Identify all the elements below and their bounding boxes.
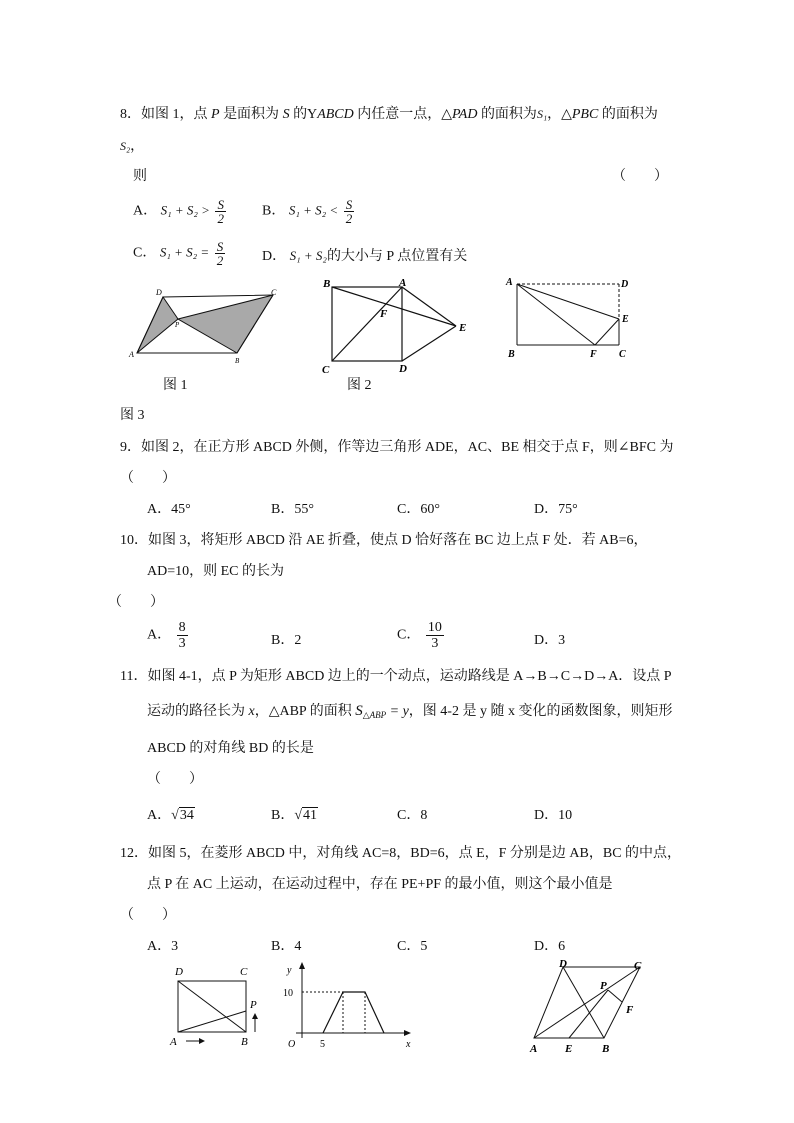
fig41-segment-ap <box>178 1011 246 1032</box>
fig1-label-d: D <box>156 288 162 297</box>
fig42-label-10: 10 <box>283 988 293 999</box>
option-expr: S₁ + S₂ = <box>159 244 210 260</box>
q11-text: 运动的路径长为 <box>147 704 245 719</box>
radicand: 34 <box>179 808 194 823</box>
fig5-label-p: P <box>600 980 607 992</box>
fig42-y-arrow-icon <box>299 962 305 969</box>
fig5-label-b: B <box>602 1043 610 1055</box>
q8-text: ， <box>547 107 562 122</box>
option-expr: S₁ + S₂ < <box>288 202 339 218</box>
q9-answer-paren: （ ） <box>120 471 176 486</box>
fig5-label-d: D <box>559 958 567 970</box>
fig41-label-d: D <box>175 966 183 978</box>
fig42-label-x: x <box>406 1039 411 1050</box>
q9-option-b: B．55° <box>271 502 314 517</box>
q10-option-d: D．3 <box>534 633 566 648</box>
fig2-label-b: B <box>323 278 331 290</box>
q8-text: 的面积为 <box>598 107 658 122</box>
fig41-diagonal-db <box>178 981 246 1032</box>
fig2-label-c: C <box>322 364 330 376</box>
fig2-segment-be <box>332 287 456 326</box>
fig3-label-d: D <box>621 279 629 290</box>
option-expr: S₁ + S₂ <box>289 248 327 263</box>
fig41-label-c: C <box>240 966 248 978</box>
q11-var-x: x <box>248 704 255 719</box>
option-label: B． <box>262 203 286 219</box>
q11-line1: 11．如图 4-1，点 P 为矩形 ABCD 边上的一个动点，运动路线是 A→B→C→D→A．设点 P <box>120 669 672 684</box>
q12-option-d: D．6 <box>534 939 566 954</box>
option-expr: S₁ + S₂ > <box>160 202 210 218</box>
q8-ze: 则 <box>133 169 147 184</box>
frac-num: S <box>216 239 224 254</box>
q12-option-a: A．3 <box>147 939 179 954</box>
fig42-label-o: O <box>288 1039 296 1050</box>
q11-equals-y: = y <box>386 704 409 719</box>
fig41-label-b: B <box>241 1036 248 1048</box>
fig5-label-f: F <box>626 1004 634 1016</box>
fig1-label-b: B <box>235 357 240 365</box>
fig3-label-a: A <box>506 277 513 288</box>
q8-number: 8． <box>120 107 141 122</box>
fig3-segment-ae <box>517 284 619 319</box>
fig3-segment-af <box>517 284 595 345</box>
fig2-label-a: A <box>399 277 407 289</box>
q8-text: 是面积为 <box>219 107 283 122</box>
figure-3 <box>505 275 645 365</box>
frac-num: 10 <box>427 620 442 635</box>
fraction <box>215 240 226 267</box>
q11-line2 <box>147 700 672 721</box>
fig42-x-arrow-icon <box>404 1030 411 1036</box>
fig41-arrow-up-icon <box>252 1013 258 1019</box>
q10-option-b: B．2 <box>271 633 302 648</box>
q8-var-s: S <box>282 107 290 122</box>
option-label: A． <box>147 808 172 823</box>
q8-option-b <box>262 198 356 225</box>
option-label: C． <box>397 627 421 643</box>
q10-line1: 10．如图 3，将矩形 ABCD 沿 AE 折叠，使点 D 恰好落在 BC 边上点 F 处．若 AB=6， <box>120 533 648 548</box>
q8-var-p: P <box>211 107 220 122</box>
q8-line2 <box>120 135 144 155</box>
q11-line3: ABCD 的对角线 BD 的长是 <box>147 741 314 756</box>
frac-den: 2 <box>345 211 353 226</box>
fig1-caption: 图 1 <box>163 378 188 393</box>
fig5-diagonal-ac <box>534 967 640 1038</box>
q8-text: 的Y <box>289 107 318 122</box>
q10-answer-paren: （ ） <box>108 595 164 610</box>
figure-1 <box>125 285 285 365</box>
fig2-label-f: F <box>380 308 388 320</box>
radicand: 41 <box>303 808 318 823</box>
q8-line1 <box>120 103 658 123</box>
fraction <box>177 620 188 651</box>
fig42-label-5: 5 <box>320 1039 325 1050</box>
fig41-label-p: P <box>250 999 257 1011</box>
frac-num: S <box>345 197 353 212</box>
q12-line2: 点 P 在 AC 上运动，在运动过程中，存在 PE+PF 的最小值，则这个最小值是 <box>147 877 613 892</box>
fig41-arrow-right-icon <box>199 1038 205 1044</box>
figure-2 <box>318 275 478 375</box>
q8-text: 如图 1，点 <box>141 107 211 122</box>
figure-5 <box>522 955 652 1060</box>
q11-option-d: D．10 <box>534 808 573 823</box>
option-label: A． <box>147 627 172 643</box>
q12-option-c: C．5 <box>397 939 428 954</box>
fig3-caption: 图 3 <box>120 408 145 423</box>
fig3-label-b: B <box>508 349 515 360</box>
q9-option-a: A．45° <box>147 502 191 517</box>
q8-var-s1: S₁ <box>536 107 548 121</box>
fig3-segment-fe <box>595 319 619 345</box>
frac-den: 3 <box>178 636 186 651</box>
fig3-label-f: F <box>590 349 597 360</box>
q8-option-a <box>133 198 228 225</box>
q8-answer-paren: （ ） <box>612 169 668 184</box>
q11-option-a: A．√34 <box>147 808 194 823</box>
q11-answer-paren: （ ） <box>147 772 203 787</box>
fig1-label-a: A <box>129 350 134 359</box>
fig1-triangle-pbc <box>178 295 273 353</box>
option-label: B． <box>271 808 295 823</box>
q8-option-d <box>262 245 467 265</box>
q9-option-c: C．60° <box>397 502 440 517</box>
q11-option-c: C．8 <box>397 808 428 823</box>
q12-option-b: B．4 <box>271 939 302 954</box>
fig41-label-a: A <box>170 1036 177 1048</box>
option-text: 的大小与 P 点位置有关 <box>326 249 468 264</box>
fig2-label-e: E <box>459 322 467 334</box>
q8-var-abcd: ABCD <box>317 107 354 122</box>
frac-num: 8 <box>178 620 186 635</box>
fig3-label-c: C <box>619 349 626 360</box>
q11-var-s: S <box>355 703 363 719</box>
frac-den: 3 <box>431 636 439 651</box>
q12-line1: 12．如图 5，在菱形 ABCD 中，对角线 AC=8，BD=6，点 E，F 分别是边 AB，BC 的中点， <box>120 846 682 861</box>
q8-text: 内任意一点， <box>353 107 442 122</box>
option-label: D． <box>262 249 287 264</box>
option-label: A． <box>133 203 158 219</box>
option-label: C． <box>133 245 157 261</box>
q8-var-s2: S₂ <box>120 139 131 153</box>
q11-text: ，图 4-2 是 y 随 x 变化的函数图象，则矩形 <box>408 704 673 719</box>
q8-text: ， <box>130 139 145 154</box>
fig2-segment-de <box>402 326 456 361</box>
fig5-label-c: C <box>634 960 642 972</box>
fig42-label-y: y <box>287 965 292 976</box>
q8-option-c <box>133 240 227 267</box>
fig5-label-a: A <box>530 1043 538 1055</box>
q8-tri-pad: △PAD <box>441 107 478 122</box>
q12-answer-paren: （ ） <box>120 908 176 923</box>
fig1-label-p: P <box>175 321 180 329</box>
fig5-label-e: E <box>565 1043 573 1055</box>
fig1-triangle-pad <box>137 297 178 353</box>
q8-tri-pbc: △PBC <box>561 107 599 122</box>
fig42-graph-line <box>323 992 384 1033</box>
q11-subscript: △ABP <box>362 710 387 720</box>
fraction <box>344 198 355 225</box>
q11-option-b: B．√41 <box>271 808 318 823</box>
fig2-caption: 图 2 <box>347 378 372 393</box>
q10-option-a <box>147 620 190 651</box>
fig1-label-c: C <box>271 288 277 297</box>
q10-option-c <box>397 620 446 651</box>
q9-line1: 9．如图 2，在正方形 ABCD 外侧，作等边三角形 ADE，AC、BE 相交于点 F，则∠BFC 为 <box>120 440 674 455</box>
q11-text: ，△ABP 的面积 <box>254 704 352 719</box>
figure-4-1 <box>168 962 268 1052</box>
fig5-segment-pf <box>608 990 622 1002</box>
fig3-label-e: E <box>622 314 629 325</box>
q8-text: 的面积为 <box>477 107 537 122</box>
frac-den: 2 <box>217 211 224 226</box>
fig2-label-d: D <box>399 363 407 375</box>
fraction <box>215 198 226 225</box>
q9-option-d: D．75° <box>534 502 578 517</box>
frac-den: 2 <box>216 253 224 268</box>
fig5-segment-pe <box>569 990 608 1038</box>
q10-line2: AD=10，则 EC 的长为 <box>147 564 285 579</box>
fraction <box>426 620 444 651</box>
fig2-segment-ae <box>402 287 456 326</box>
frac-num: S <box>217 197 224 212</box>
figure-4-2 <box>280 958 420 1053</box>
